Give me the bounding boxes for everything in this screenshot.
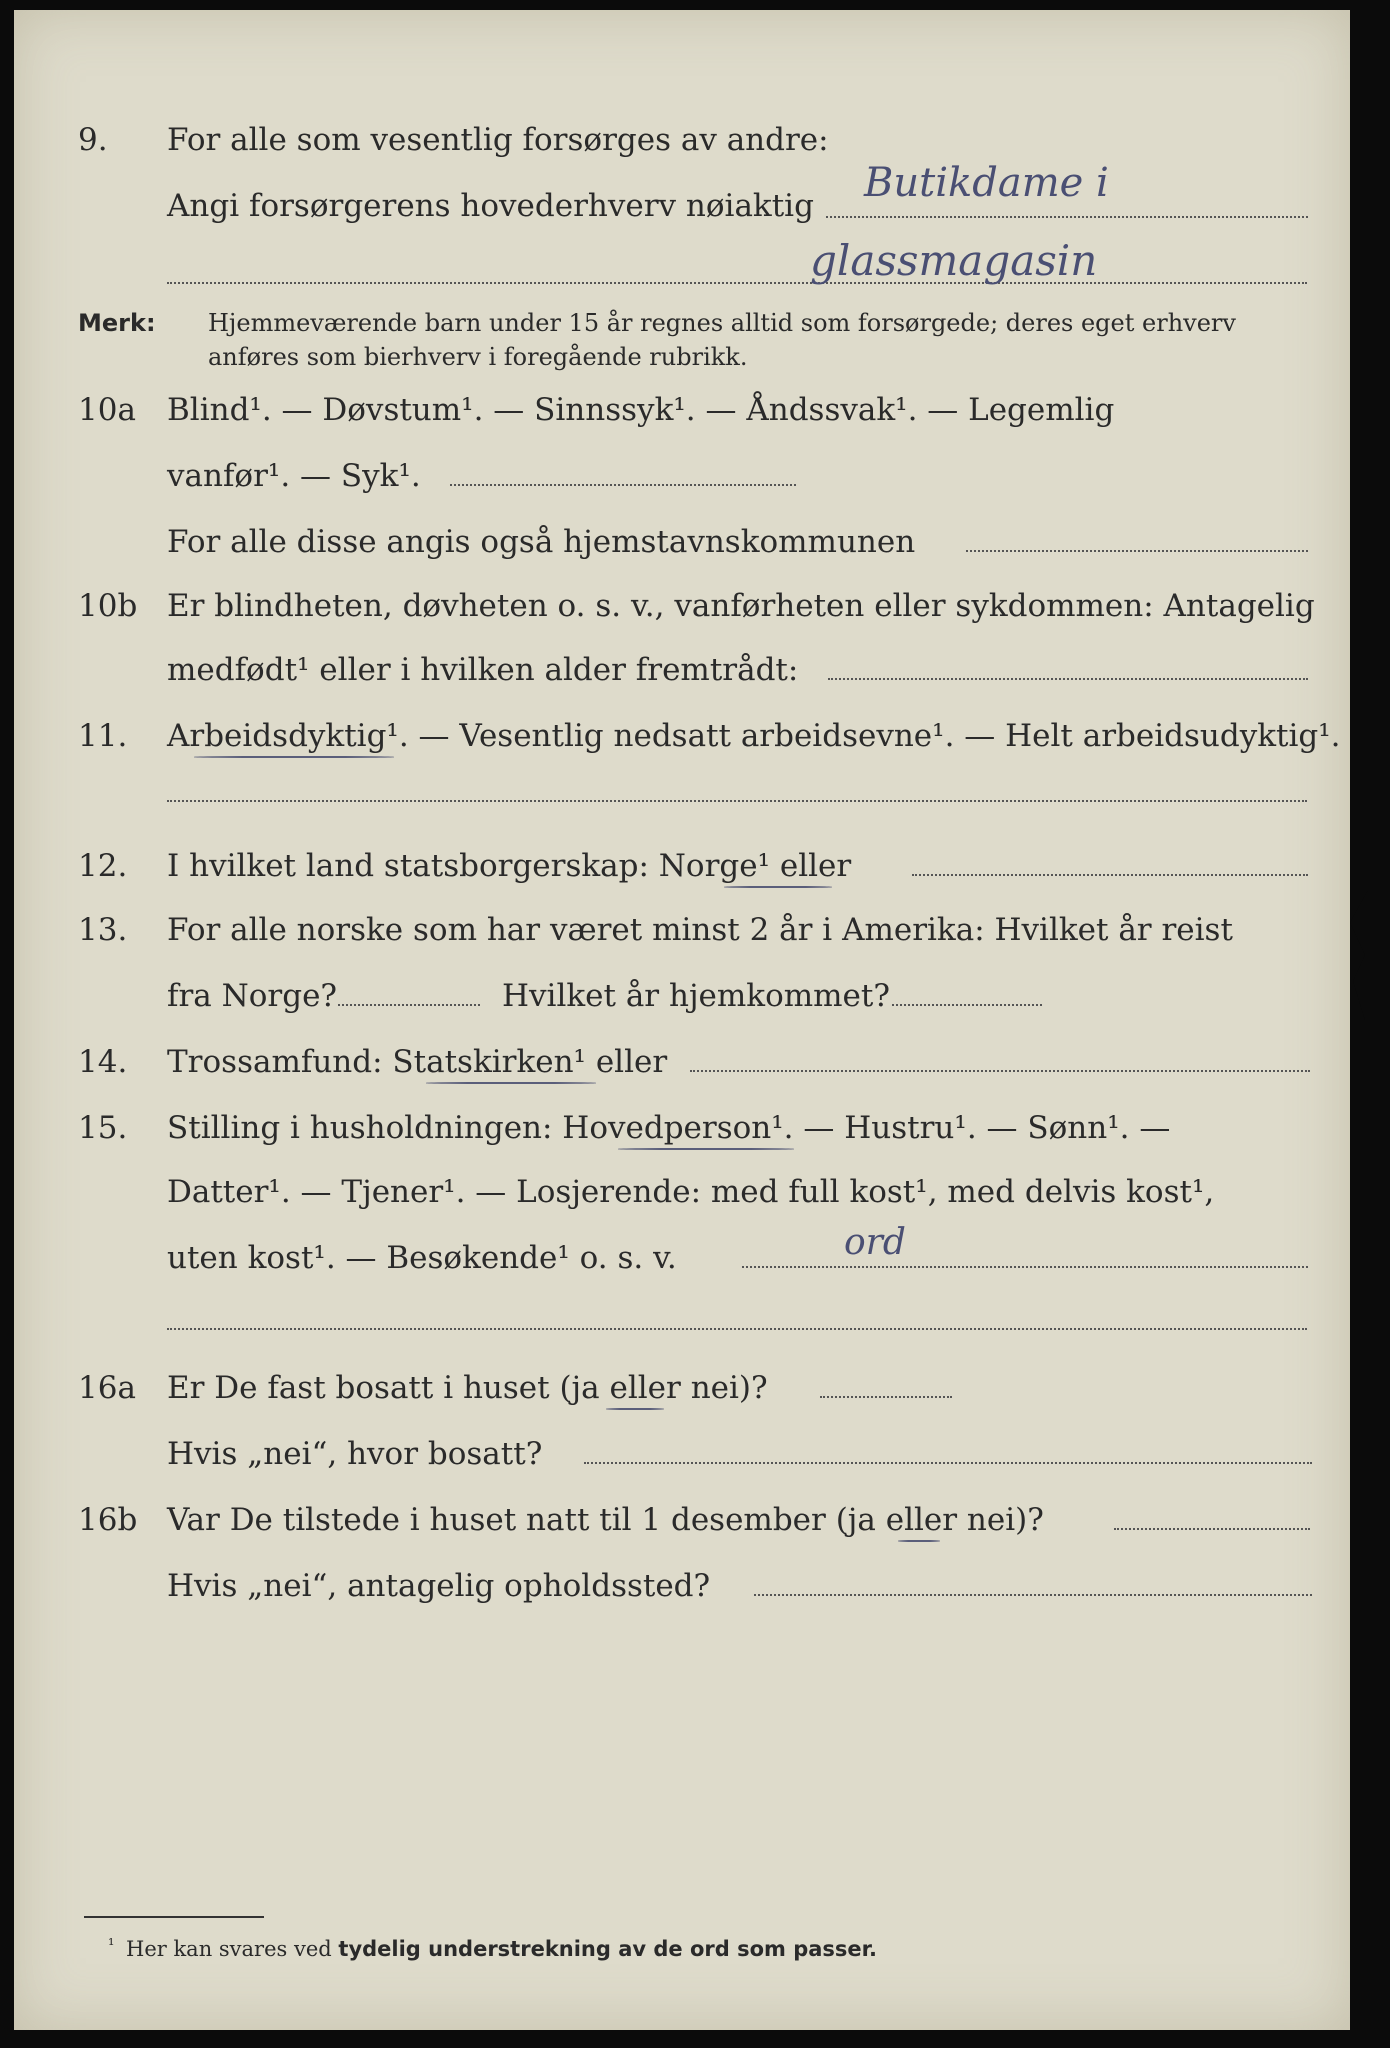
q9-line2 xyxy=(14,184,1350,228)
q15-line1 xyxy=(14,1106,1350,1150)
q16b-number: 16b xyxy=(78,1502,138,1538)
q12-answer-line xyxy=(912,874,1308,876)
q10b-question-cont: medfødt¹ eller i hvilken alder fremtrådt: xyxy=(167,652,799,688)
q10b-answer-line xyxy=(828,678,1308,680)
q16b-line1 xyxy=(14,1498,1350,1542)
q9-answer-line2 xyxy=(167,282,1307,284)
q16a-number: 16a xyxy=(78,1370,136,1406)
merk-text1: Hjemmeværende barn under 15 år regnes alltid som forsørgede; deres eget erhverv xyxy=(208,309,1236,337)
q9-answer-handwriting1: Butikdame i xyxy=(864,160,1109,206)
q12-underline-mark xyxy=(724,886,832,888)
q14-number: 14. xyxy=(78,1044,128,1080)
q10b-line1 xyxy=(14,584,1350,628)
q10a-line1 xyxy=(14,388,1350,432)
q16a-followup-line xyxy=(584,1462,1312,1464)
footnote-rule xyxy=(84,1916,264,1918)
q12-line1 xyxy=(14,844,1350,888)
q15-options: Stilling i husholdningen: Hovedperson¹. — Hustru¹. — Sønn¹. — xyxy=(167,1110,1171,1146)
q12-question: I hvilket land statsborgerskap: Norge¹ eller xyxy=(167,848,852,884)
q9-question-cont: Angi forsørgerens hovederhverv nøiaktig xyxy=(167,188,814,224)
q13-line2 xyxy=(14,974,1350,1018)
q11-answer-line xyxy=(167,800,1307,802)
footnote-emphasis: tydelig understrekning av de ord som passer. xyxy=(338,1937,878,1961)
q11-underline-mark xyxy=(194,756,394,758)
q10a-line2 xyxy=(14,454,1350,498)
q14-answer-line xyxy=(690,1070,1310,1072)
q9-number: 9. xyxy=(78,122,108,158)
q12-number: 12. xyxy=(78,848,128,884)
q15-line3 xyxy=(14,1236,1350,1280)
q14-line1 xyxy=(14,1040,1350,1084)
merk-line1 xyxy=(78,306,1236,340)
q10a-options-cont: vanfør¹. — Syk¹. xyxy=(167,458,421,494)
q10b-question: Er blindheten, døvheten o. s. v., vanførheten eller sykdommen: Antagelig xyxy=(167,588,1315,624)
footnote-text: Her kan svares ved xyxy=(126,1937,332,1961)
q9-answer-line1 xyxy=(826,216,1308,218)
q16b-answer-line xyxy=(1114,1528,1310,1530)
q13-left-answer-line xyxy=(338,1004,480,1006)
q13-number: 13. xyxy=(78,912,128,948)
footnote xyxy=(108,1934,878,1964)
q16a-line2 xyxy=(14,1432,1350,1476)
q13-line1 xyxy=(14,908,1350,952)
q14-question: Trossamfund: Statskirken¹ eller xyxy=(167,1044,668,1080)
q9-answer-handwriting2: glassmagasin xyxy=(810,236,1098,285)
q9-question: For alle som vesentlig forsørges av andre: xyxy=(167,122,829,158)
q10a-options: Blind¹. — Døvstum¹. — Sinnssyk¹. — Åndssvak¹. — Legemlig xyxy=(167,392,1115,428)
q11-number: 11. xyxy=(78,718,128,754)
q16a-question: Er De fast bosatt i huset (ja eller nei)? xyxy=(167,1370,768,1406)
q10a-hometown-prompt: For alle disse angis også hjemstavnskommunen xyxy=(167,524,916,560)
q15-extra-line xyxy=(167,1328,1307,1330)
q15-options-cont: Datter¹. — Tjener¹. — Losjerende: med full kost¹, med delvis kost¹, xyxy=(167,1174,1215,1210)
q16b-underline-mark xyxy=(898,1540,940,1542)
q15-line2 xyxy=(14,1170,1350,1214)
q10a-answer-line xyxy=(450,484,796,486)
q10b-number: 10b xyxy=(78,588,138,624)
q16a-underline-mark xyxy=(606,1408,664,1410)
q10a-line3 xyxy=(14,520,1350,564)
q16b-line2 xyxy=(14,1564,1350,1608)
q16b-question: Var De tilstede i huset natt til 1 desember (ja eller nei)? xyxy=(167,1502,1044,1538)
q13-right-answer-line xyxy=(892,1004,1042,1006)
q10b-line2 xyxy=(14,648,1350,692)
q15-answer-handwriting: ord xyxy=(844,1222,906,1263)
merk-text2: anføres som bierhverv i foregående rubrikk. xyxy=(208,343,748,371)
q11-line1 xyxy=(14,714,1350,758)
q13-right-prompt: Hvilket år hjemkommet? xyxy=(502,978,890,1014)
q16b-followup: Hvis „nei“, antagelig opholdssted? xyxy=(167,1568,711,1604)
q10a-number: 10a xyxy=(78,392,136,428)
q9-line1 xyxy=(14,118,1350,162)
form-page xyxy=(14,10,1350,2030)
q13-question: For alle norske som har været minst 2 år i Amerika: Hvilket år reist xyxy=(167,912,1233,948)
q13-left-prompt: fra Norge? xyxy=(167,978,338,1014)
q16a-line1 xyxy=(14,1366,1350,1410)
q15-number: 15. xyxy=(78,1110,128,1146)
q16b-followup-line xyxy=(754,1594,1312,1596)
merk-label: Merk: xyxy=(78,309,156,337)
q16a-answer-line xyxy=(820,1396,952,1398)
q15-answer-line xyxy=(742,1266,1308,1268)
q10a-hometown-line xyxy=(966,550,1308,552)
q16a-followup: Hvis „nei“, hvor bosatt? xyxy=(167,1436,543,1472)
q11-options: Arbeidsdyktig¹. — Vesentlig nedsatt arbeidsevne¹. — Helt arbeidsudyktig¹. xyxy=(167,718,1341,754)
footnote-mark: ¹ xyxy=(108,1935,115,1954)
q15-underline-mark xyxy=(618,1148,794,1150)
q15-options-end: uten kost¹. — Besøkende¹ o. s. v. xyxy=(167,1240,677,1276)
q14-underline-mark xyxy=(426,1082,596,1084)
